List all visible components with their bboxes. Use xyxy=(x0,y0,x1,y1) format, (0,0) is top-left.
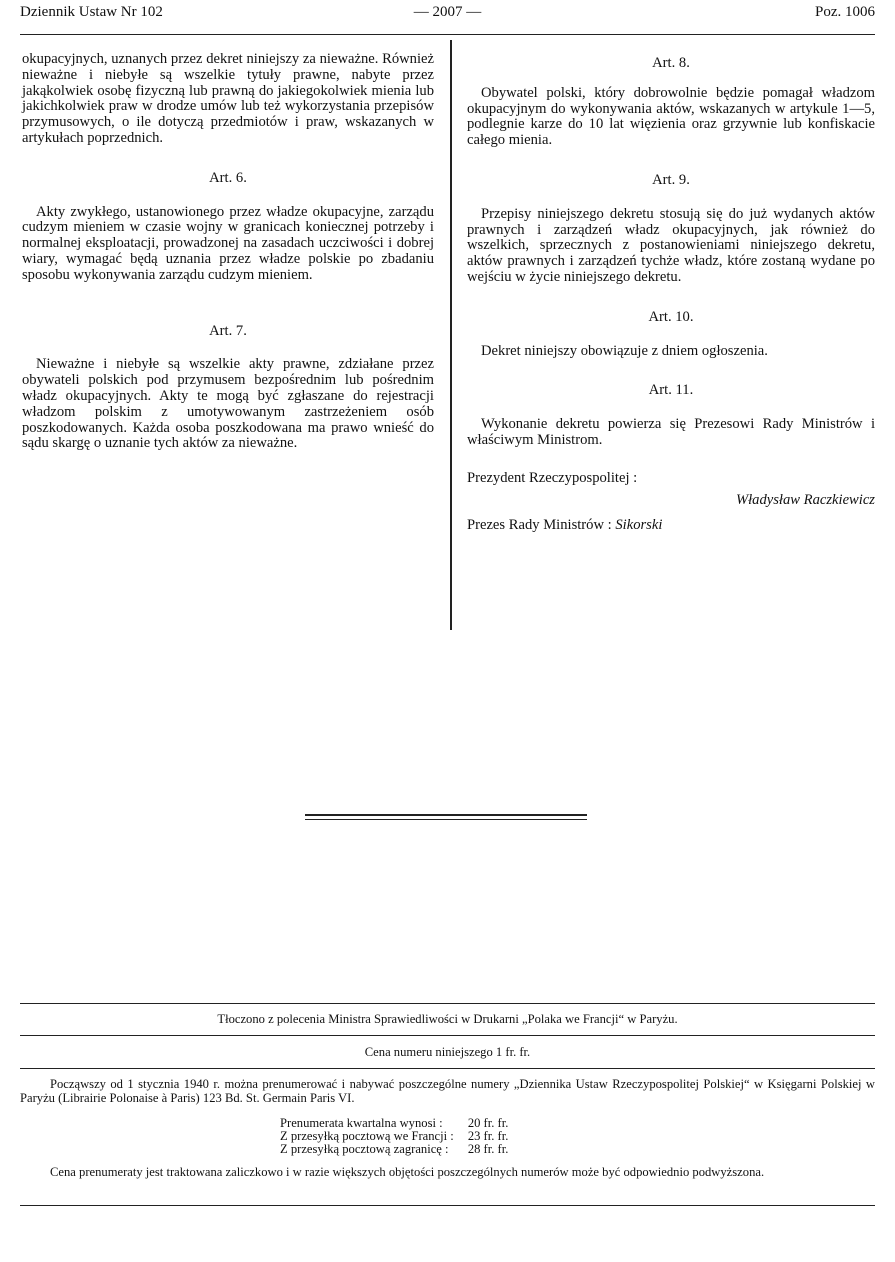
left-column xyxy=(22,52,434,452)
price-label: Z przesyłką pocztową zagranicę : xyxy=(280,1142,449,1156)
price-label: Prenumerata kwartalna wynosi : xyxy=(280,1116,443,1130)
subscription-note xyxy=(20,1165,875,1179)
prime-minister-name: Sikorski xyxy=(615,517,663,534)
subscription-text: Począwszy od 1 stycznia 1940 r. można prenumerować i nabywać poszczególne numery „Dziennika Ustaw Rzeczypospolitej Polskiej“ w Księgarni Polskiej w Paryżu (Librairie Polonaise à Paris) 123 Bd. St. Germain Paris VI. xyxy=(20,1077,875,1105)
prime-minister-signature xyxy=(467,518,875,534)
art11-heading: Art. 11. xyxy=(648,382,694,399)
art6-heading: Art. 6. xyxy=(209,169,247,186)
right-column xyxy=(467,56,875,534)
intro-paragraph: okupacyjnych, uznanych przez dekret niniejszy za nieważne. Również nieważne i niebyłe są wszelkie tytuły prawne, nabyte przez jakąkolwiek osobę fizyczną lub prawną do jakiegokolwiek mienia lub jakichkolwiek praw w drodze umów lub też wykorzystania przepisów przymusowych, o ile dotyczą przedmiotów i praw, wskazanych w artykułach poprzednich. xyxy=(22,51,434,146)
price-value: 20 fr. fr. xyxy=(467,1116,509,1130)
footer-rule-1 xyxy=(20,1003,875,1004)
footer-rule-2 xyxy=(20,1035,875,1036)
price-value: 28 fr. fr. xyxy=(467,1142,509,1156)
art7-text: Nieważne i niebyłe są wszelkie akty prawne, zdziałane przez obywateli polskich pod przymusem bezpośrednim lub pośrednim władz okupacyjnych. Akty te mogą być zgłaszane do rejestracji władzom polskim z umotywowanym zastrzeżeniem osób poszkodowanych. Każda osoba poszkodowana ma prawo wnieść do sądu skargę o uznanie tych aktów za nieważne. xyxy=(22,356,434,452)
subscription-info xyxy=(20,1077,875,1105)
art9-heading: Art. 9. xyxy=(652,171,690,188)
price-value: 23 fr. fr. xyxy=(467,1129,509,1143)
subscription-note-text: Cena prenumeraty jest traktowana zaliczkowo i w razie większych objętości poszczególnych numerów może być odpowiednio podwyższona. xyxy=(50,1165,765,1179)
art8-text: Obywatel polski, który dobrowolnie będzie pomagał władzom okupacyjnym do wykonywania aktów, wskazanych w artykule 1—5, podlegnie karze do 10 lat więzienia oraz grzywnie lub konfiskacie całego mienia. xyxy=(467,84,875,149)
art10-text: Dekret niniejszy obowiązuje z dniem ogłoszenia. xyxy=(481,342,768,359)
ornament-rule-1 xyxy=(305,814,587,816)
printer-line: Tłoczono z polecenia Ministra Sprawiedliwości w Drukarni „Polaka we Francji“ w Paryżu. xyxy=(217,1012,678,1026)
position-number: Poz. 1006 xyxy=(815,4,875,20)
ornament-rule-2 xyxy=(305,819,587,820)
column-divider xyxy=(450,40,452,630)
art10-heading: Art. 10. xyxy=(648,308,694,325)
header-rule xyxy=(20,34,875,35)
price-row xyxy=(280,1143,508,1156)
price-table xyxy=(280,1117,508,1156)
footer-rule-3 xyxy=(20,1068,875,1069)
art8-heading: Art. 8. xyxy=(652,55,690,71)
art6-text: Akty zwykłego, ustanowionego przez władze okupacyjne, zarządu cudzym mieniem w czasie wojny w granicach koniecznej potrzeby i normalnej eksploatacji, prowadzonej na zasadach uczciwości i dobrej wiary, wymagać będą uznania przez władze polskie po zbadaniu sposobu wykonywania zarządu cudzym mieniem. xyxy=(22,203,434,283)
page-header xyxy=(20,4,875,28)
prime-minister-title: Prezes Rady Ministrów : xyxy=(467,517,612,534)
page-number: — 2007 — xyxy=(413,4,482,20)
price-label: Z przesyłką pocztową we Francji : xyxy=(280,1129,454,1143)
issue-price: Cena numeru niniejszego 1 fr. fr. xyxy=(364,1045,531,1059)
journal-title: Dziennik Ustaw Nr 102 xyxy=(20,4,163,20)
art11-text: Wykonanie dekretu powierza się Prezesowi Rady Ministrów i właściwym Ministrom. xyxy=(467,416,875,448)
footer-rule-4 xyxy=(20,1205,875,1206)
president-name: Władysław Raczkiewicz xyxy=(735,491,875,508)
art9-text: Przepisy niniejszego dekretu stosują się do już wydanych aktów prawnych i zarządzeń władz okupacyjnych, jak również do wszelkich, sprzecznych z postanowieniami niniejszego dekretu, aktów prawnych i zarządzeń tychże władz, które zostaną wydane po wejściu w życie niniejszego dekretu. xyxy=(467,205,875,285)
president-title: Prezydent Rzeczypospolitej : xyxy=(467,469,638,486)
art7-heading: Art. 7. xyxy=(209,322,247,339)
